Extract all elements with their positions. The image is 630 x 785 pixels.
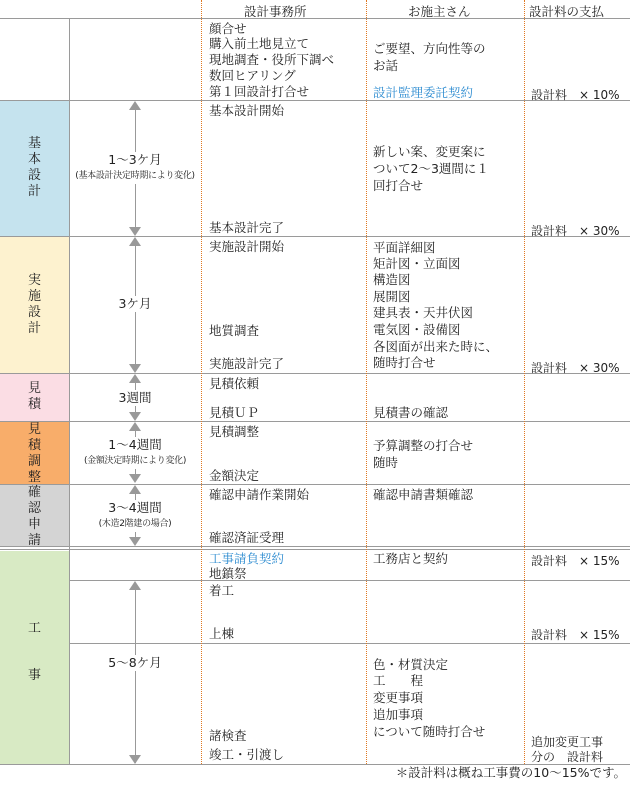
office-item: 確認済証受理 [209,530,285,545]
client-item: ついて2～3週間に１ [373,161,489,176]
client-item: 色・材質決定 [373,657,449,672]
client-item: 随時打合せ [373,355,436,370]
client-contract-link[interactable]: 設計監理委託契約 [373,85,474,100]
office-item: 竣工・引渡し [209,747,285,762]
office-item: 実施設計開始 [209,239,285,254]
client-item: 予算調整の打合せ [373,438,474,453]
client-item: 回打合せ [373,178,424,193]
client-item: 電気図・設備図 [373,322,461,337]
office-item: 基本設計完了 [209,220,285,235]
fee-item: 追加変更工事 [531,735,604,749]
phase-label-jisshi: 実 施 設 計 [27,273,41,336]
office-item: 購入前土地見立て [209,36,310,51]
duration-jisshi: 3ケ月 [70,296,200,312]
client-item: 構造図 [373,272,411,287]
office-item: 地質調査 [209,323,260,338]
office-item: 地鎮祭 [209,566,247,581]
office-item: 金額決定 [209,468,260,483]
office-item: 実施設計完了 [209,356,285,371]
office-item: 上棟 [209,626,235,641]
client-item: ご要望、方向性等の [373,41,486,56]
row-line [69,580,630,581]
phase-label-chosei: 見 積 調 整 [27,422,41,485]
fee-item: 設計料 × 10% [531,88,620,102]
row-line [0,484,630,485]
row-line [0,546,630,547]
client-item: 工 程 [373,673,424,688]
col-line-dotted [366,0,367,764]
fee-item: 設計料 × 15% [531,554,620,568]
office-contract-link[interactable]: 工事請負契約 [209,551,285,566]
office-item: 諸検査 [209,728,247,743]
duration-mitsumori: 3週間 [70,390,200,406]
office-item: 確認申請作業開始 [209,487,310,502]
row-line [0,421,630,422]
client-item: 建具表・天井伏図 [373,305,474,320]
duration-koji: 5～8ケ月 [70,655,200,671]
client-item: 見積書の確認 [373,405,449,420]
client-item: 新しい案、変更案に [373,144,486,159]
fee-item: 設計料 × 30% [531,224,620,238]
office-item: 数回ヒアリング [209,68,296,83]
office-item: 見積調整 [209,424,260,439]
client-item: 追加事項 [373,707,424,722]
office-item: 見積依頼 [209,376,260,391]
phase-label-kakunin: 確 認 申 請 [27,485,41,548]
header-office: 設計事務所 [244,4,307,19]
fee-item: 設計料 × 30% [531,361,620,375]
office-item: 着工 [209,583,235,598]
client-item: 確認申請書類確認 [373,487,474,502]
office-item: 基本設計開始 [209,103,285,118]
office-item: 現地調査・役所下調べ [209,52,335,67]
client-item: 変更事項 [373,690,424,705]
client-item: について随時打合せ [373,724,486,739]
row-line [0,549,630,550]
client-item: 工務店と契約 [373,551,449,566]
header-client: お施主さん [408,4,471,19]
fee-item: 設計料 × 15% [531,628,620,642]
band-koji [0,551,69,764]
office-item: 第１回設計打合せ [209,84,310,99]
duration-chosei: 1～4週間 (金額決定時期により変化) [70,437,200,469]
header-payment: 設計料の支払 [529,4,605,19]
col-line-dotted [524,0,525,764]
phase-label-mitsumori: 見 積 [27,381,41,412]
row-line [69,643,630,644]
footnote: ＊設計料は概ね工事費の10～15%です。 [395,765,626,780]
phase-label-koji-2: 事 [27,668,41,683]
duration-kihon: 1～3ケ月 (基本設計決定時期により変化) [70,152,200,184]
client-item: 平面詳細図 [373,240,436,255]
client-item: 随時 [373,455,399,470]
office-item: 見積ＵＰ [209,405,260,420]
client-item: 各図面が出来た時に、 [373,339,499,354]
client-item: 矩計図・立面図 [373,256,461,271]
phase-label-koji-1: 工 [27,621,41,636]
col-line-dotted [201,0,202,764]
client-item: お話 [373,58,399,73]
duration-kakunin: 3～4週間 (木造2階建の場合) [70,500,200,532]
office-item: 顔合せ [209,21,247,36]
fee-item: 分の 設計料 [531,750,604,764]
phase-label-kihon: 基 本 設 計 [27,136,41,199]
client-item: 展開図 [373,289,411,304]
